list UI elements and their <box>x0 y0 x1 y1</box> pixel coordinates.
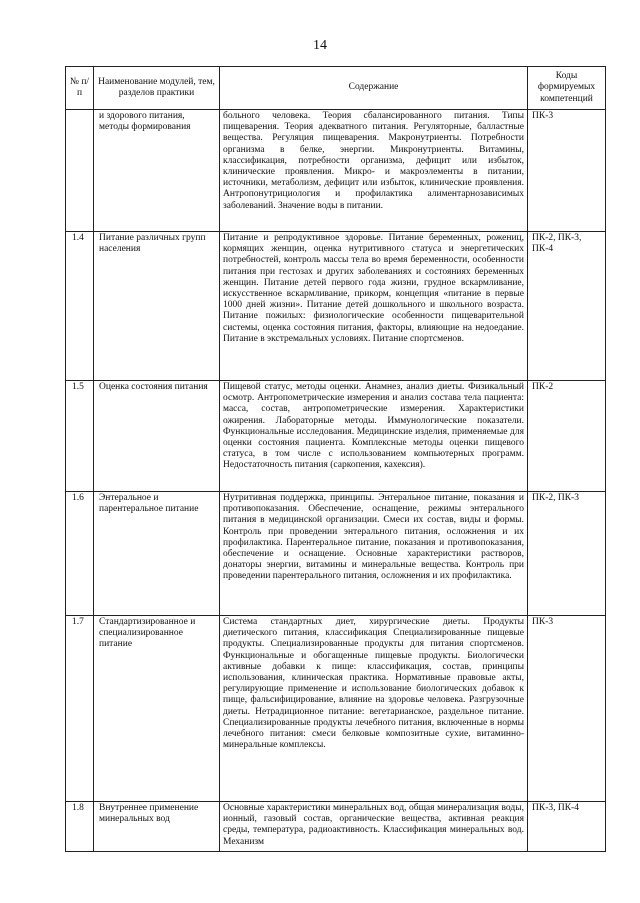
row-codes: ПК-2, ПК-3, ПК-4 <box>528 232 606 381</box>
table-row <box>66 802 606 852</box>
row-name: и здорового питания, методы формирования <box>94 110 220 232</box>
table-row <box>66 381 606 492</box>
row-codes: ПК-2 <box>528 381 606 492</box>
table-header-row <box>66 67 606 110</box>
row-codes: ПК-3 <box>528 616 606 802</box>
row-name: Стандартизированное и специализированное питание <box>94 616 220 802</box>
row-content: Пищевой статус, методы оценки. Анамнез, анализ диеты. Физикальный осмотр. Антропометрические измерения и анализ состава тела пациента: масса, состав, антропометрические измерения. Характеристики ожирения. Лабораторные методы. Иммунологические показатели. Функциональные исследования. Медицинские изделия, применяемые для оценки состояния пациента. Комплексные методы оценки пищевого статуса, в том числе с использованием компьютерных программ. Недостаточность питания (саркопения, кахексия). <box>220 381 528 492</box>
row-name: Энтеральное и парентеральное питание <box>94 492 220 616</box>
header-name: Наименование модулей, тем, разделов практики <box>94 67 220 110</box>
row-num: 1.6 <box>66 492 94 616</box>
row-num: 1.5 <box>66 381 94 492</box>
header-content: Содержание <box>220 67 528 110</box>
row-codes: ПК-3, ПК-4 <box>528 802 606 852</box>
row-content: Питание и репродуктивное здоровье. Питание беременных, рожениц, кормящих женщин, оценка нутритивного статуса и энергетических потребностей, контроль массы тела во время беременности, особенности питания при гестозах и других заболеваниях и состояниях беременных женщин. Питание детей первого года жизни, грудное вскармливание, искусственное вскармливание, прикорм, концепция «питание в первые 1000 дней жизни». Питание детей дошкольного и школьного возраста. Питание пожилых: физиологические особенности пищеварительной системы, оценка состояния питания, факторы, влияющие на недоедание. Питание в экстремальных условиях. Питание спортсменов. <box>220 232 528 381</box>
table-row <box>66 232 606 381</box>
row-codes: ПК-2, ПК-3 <box>528 492 606 616</box>
row-codes: ПК-3 <box>528 110 606 232</box>
row-content: больного человека. Теория сбалансированного питания. Типы пищеварения. Теория адекватного питания. Регуляторные, балластные вещества. Регуляция пищеварения. Макронутриенты. Потребности организма в белке, энергии. Микронутриенты. Витамины, классификация, потребности организма, дефицит или избыток, клинические проявления. Микро- и макроэлементы в питании, источники, метаболизм, дефицит или избыток, клинические проявления. Антропонутрициология и профилактика алиментарнозависимых заболеваний. Значение воды в питании. <box>220 110 528 232</box>
row-name: Питание различных групп населения <box>94 232 220 381</box>
row-content: Система стандартных диет, хирургические диеты. Продукты диетического питания, классификация Специализированные пищевые продукты. Специализированные продукты для питания спортсменов. Функциональные и обогащенные пищевые продукты. Биологически активные добавки к пище: классификация, состав, принципы использования, клиническая практика. Нормативные правовые акты, регулирующие применение и использование биологических добавок к пище, фальсифицирование, влияние на здоровье человека. Разгрузочные диеты. Нетрадиционное питание: вегетарианское, раздельное питание. Специализированные продукты лечебного питания, включенные в нормы лечебного питания: смеси белковые композитные сухие, витаминно-минеральные комплексы. <box>220 616 528 802</box>
row-name: Внутреннее применение минеральных вод <box>94 802 220 852</box>
row-content: Основные характеристики минеральных вод, общая минерализация воды, ионный, газовый состав, органические вещества, активная реакция среды, температура, радиоактивность. Классификация минеральных вод. Механизм <box>220 802 528 852</box>
row-num <box>66 110 94 232</box>
row-name: Оценка состояния питания <box>94 381 220 492</box>
page-number: 14 <box>313 38 327 53</box>
table-row <box>66 616 606 802</box>
header-codes: Коды формируемых компетенций <box>528 67 606 110</box>
row-num: 1.7 <box>66 616 94 802</box>
row-content: Нутритивная поддержка, принципы. Энтеральное питание, показания и противопоказания. Обеспечение, оснащение, режимы энтерального питания в медицинской организации. Смеси их состав, виды и формы. Контроль при проведении энтерального питания, осложнения и их профилактика. Парентеральное питание, показания и противопоказания, обеспечение и оснащение. Основные характеристики растворов, донаторы энергии, витамины и минеральные вещества. Контроль при проведении парентерального питания, осложнения и их профилактика. <box>220 492 528 616</box>
curriculum-table <box>65 66 606 852</box>
table-row <box>66 492 606 616</box>
table-row <box>66 110 606 232</box>
row-num: 1.8 <box>66 802 94 852</box>
row-num: 1.4 <box>66 232 94 381</box>
header-num: № п/п <box>66 67 94 110</box>
